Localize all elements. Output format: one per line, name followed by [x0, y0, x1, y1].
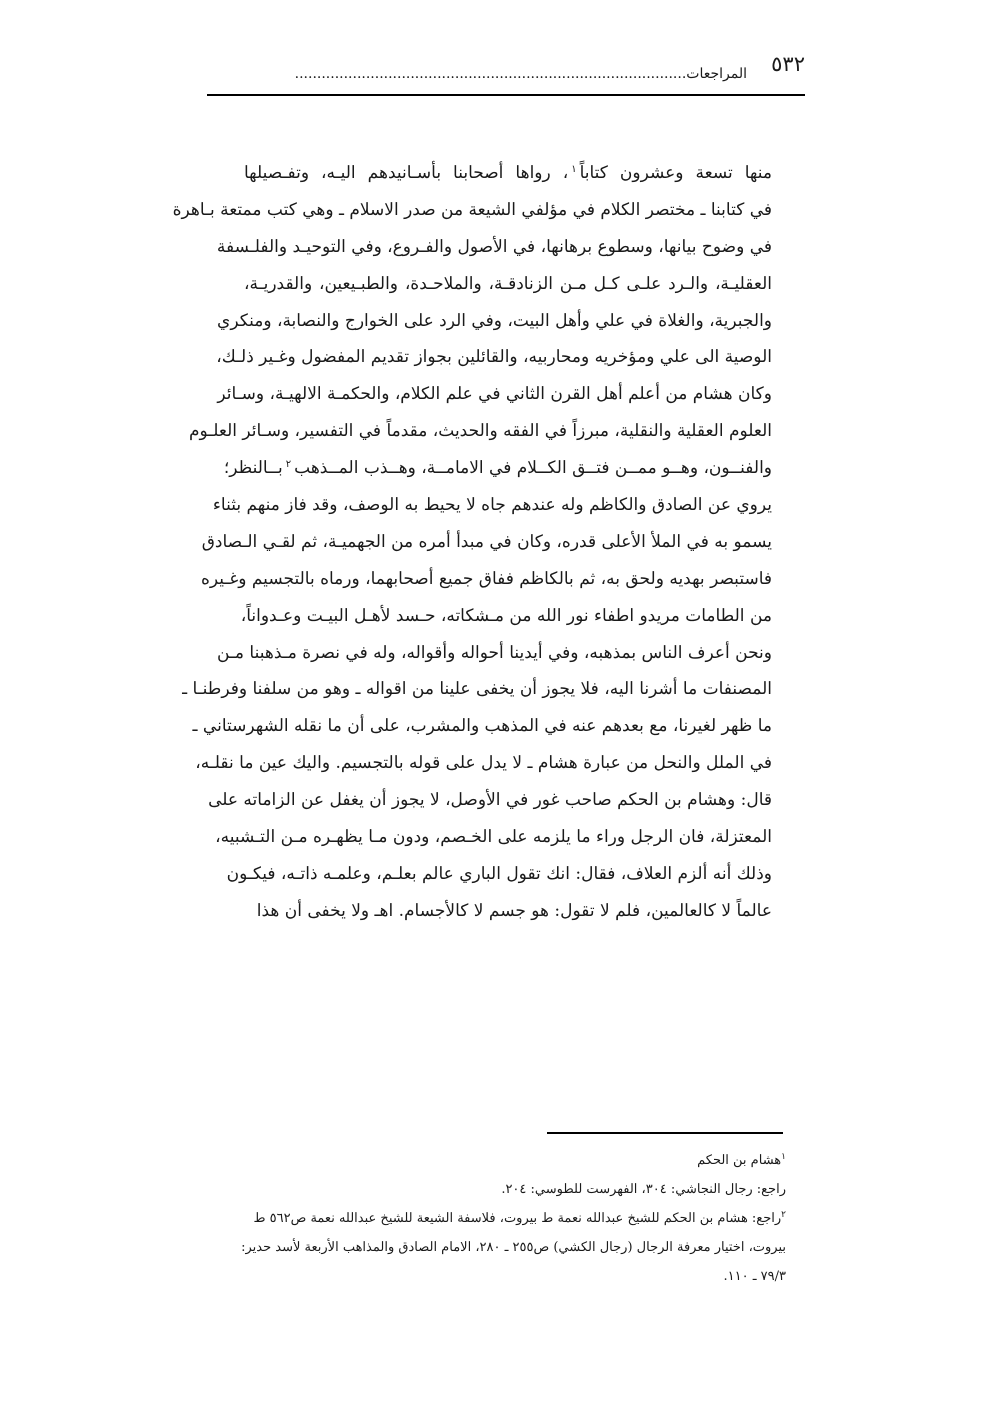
body-line: ونحن أعرف الناس بمذهبه، وفي أيدينا أحواله وأقواله، وله في نصرة مـذهبنا مـن — [216, 642, 772, 663]
running-title — [257, 64, 747, 84]
body-line: قال: وهشام بن الحكم صاحب غور في الأوصل، لا يجوز أن يغفل عن الزاماته على — [208, 790, 772, 811]
body-line: من الطامات مريدو اطفاء نور الله من مـشكاته، حـسد لأهـل البيـت وعـدواناً، — [240, 605, 772, 626]
title-leader-dots: ........................................................................................ — [294, 66, 687, 82]
footnote-line: راجع: رجال النجاشي: ٣٠٤، الفهرست للطوسي: ٢٠٤. — [501, 1182, 786, 1197]
body-text — [172, 155, 772, 930]
body-line: العلوم العقلية والنقلية، مبرزاً في الفقه والحديث، مقدماً في التفسير، وسـائر العلـوم — [189, 421, 772, 442]
body-line: المعتزلة، فان الرجل وراء ما يلزمه على الخـصم، ودون مـا يظهـره مـن التـشبيه، — [215, 827, 772, 848]
running-title-text: المراجعات — [686, 66, 747, 82]
body-line: والجبرية، والغلاة في علي وأهل البيت، وفي الرد على الخوارج والنصابة، ومنكري — [217, 310, 772, 331]
footnote-line: ٧٩/٣ ـ ١١٠. — [723, 1269, 786, 1284]
body-line: ما ظهر لغيرنا، مع بعدهم عنه في المذهب والمشرب، على أن ما نقله الشهرستاني ـ — [192, 716, 772, 737]
body-line: العقليـة، والـرد علـى كـل مـن الزنادقـة، والملاحـدة، والطبـيعين، والقدريـة، — [244, 273, 772, 294]
body-line: الوصية الى علي ومؤخريه ومحاربيه، والقائلين بجواز تقديم المفضول وغـير ذلـك، — [216, 347, 772, 368]
page-number: ٥٣٢ — [771, 52, 805, 76]
body-line: في كتابنا ـ مختصر الكلام في مؤلفي الشيعة من صدر الاسلام ـ وهي كتب ممتعة بـاهرة — [172, 199, 772, 220]
footnote-line: $^١$هشام بن الحكم — [697, 1152, 786, 1168]
body-line: في الملل والنحل من عبارة هشام ـ لا يدل على قوله بالتجسيم. واليك عين ما نقلـه، — [195, 753, 772, 774]
body-line: وذلك أنه ألزم العلاف، فقال: انك تقول الباري عالم بعلـم، وعلمـه ذاتـه، فيكـون — [226, 863, 772, 884]
body-line: يروي عن الصادق والكاظم وله عندهم جاه لا يحيط به الوصف، وقد فاز منهم بثناء — [212, 495, 772, 516]
page-header — [207, 50, 805, 96]
footnotes — [188, 1146, 786, 1291]
body-line: منها تسعة وعشرون كتاباً$^١$، رواها أصحابنا بأسـانيدهم اليـه، وتفـصيلها — [244, 163, 772, 183]
footnote-marker-1: ١ — [781, 1152, 786, 1162]
body-line: المصنفات ما أشرنا اليه، فلا يجوز أن يخفى علينا من اقواله ـ وهو من سلفنا وفرطنـا ـ — [182, 679, 772, 700]
footnote-ref-1[interactable]: ١ — [571, 164, 577, 175]
body-line: في وضوح بيانها، وسطوع برهانها، في الأصول والفـروع، وفي التوحيـد والفلـسفة — [216, 236, 772, 257]
body-line: فاستبصر بهديه ولحق به، ثم بالكاظم ففاق جميع أصحابهما، ورماه بالتجسيم وغـيره — [200, 568, 772, 589]
body-line: يسمو به في الملأ الأعلى قدره، وكان في مبدأ أمره من الجهميـة، ثم لقـي الـصادق — [201, 531, 772, 552]
footnote-separator — [547, 1132, 783, 1134]
footnote-line: $^٢$راجع: هشام بن الحكم للشيخ عبدالله نعمة ط بيروت، فلاسفة الشيعة للشيخ عبدالله نعمة ص٥٦٢ ط — [253, 1210, 786, 1226]
footnote-ref-2[interactable]: ٢ — [285, 459, 292, 471]
body-line: وكان هشام من أعلم أهل القرن الثاني في علم الكلام، والحكمـة الالهيـة، وسـائر — [217, 384, 772, 405]
footnote-line: بيروت، اختيار معرفة الرجال (رجال الكشي) ص٢٥٥ ـ ٢٨٠، الامام الصادق والمذاهب الأربعة لأسد حدير: — [241, 1240, 786, 1255]
footnote-marker-2: ٢ — [781, 1210, 786, 1220]
body-line: عالماً لا كالعالمين، فلم لا تقول: هو جسم لا كالأجسام. اهـ ولا يخفى أن هذا — [256, 900, 772, 921]
body-line: والفنــون، وهــو ممــن فتــق الكــلام في الامامــة، وهــذب المــذهب$^٢$بــالنظر؛ — [223, 458, 772, 479]
